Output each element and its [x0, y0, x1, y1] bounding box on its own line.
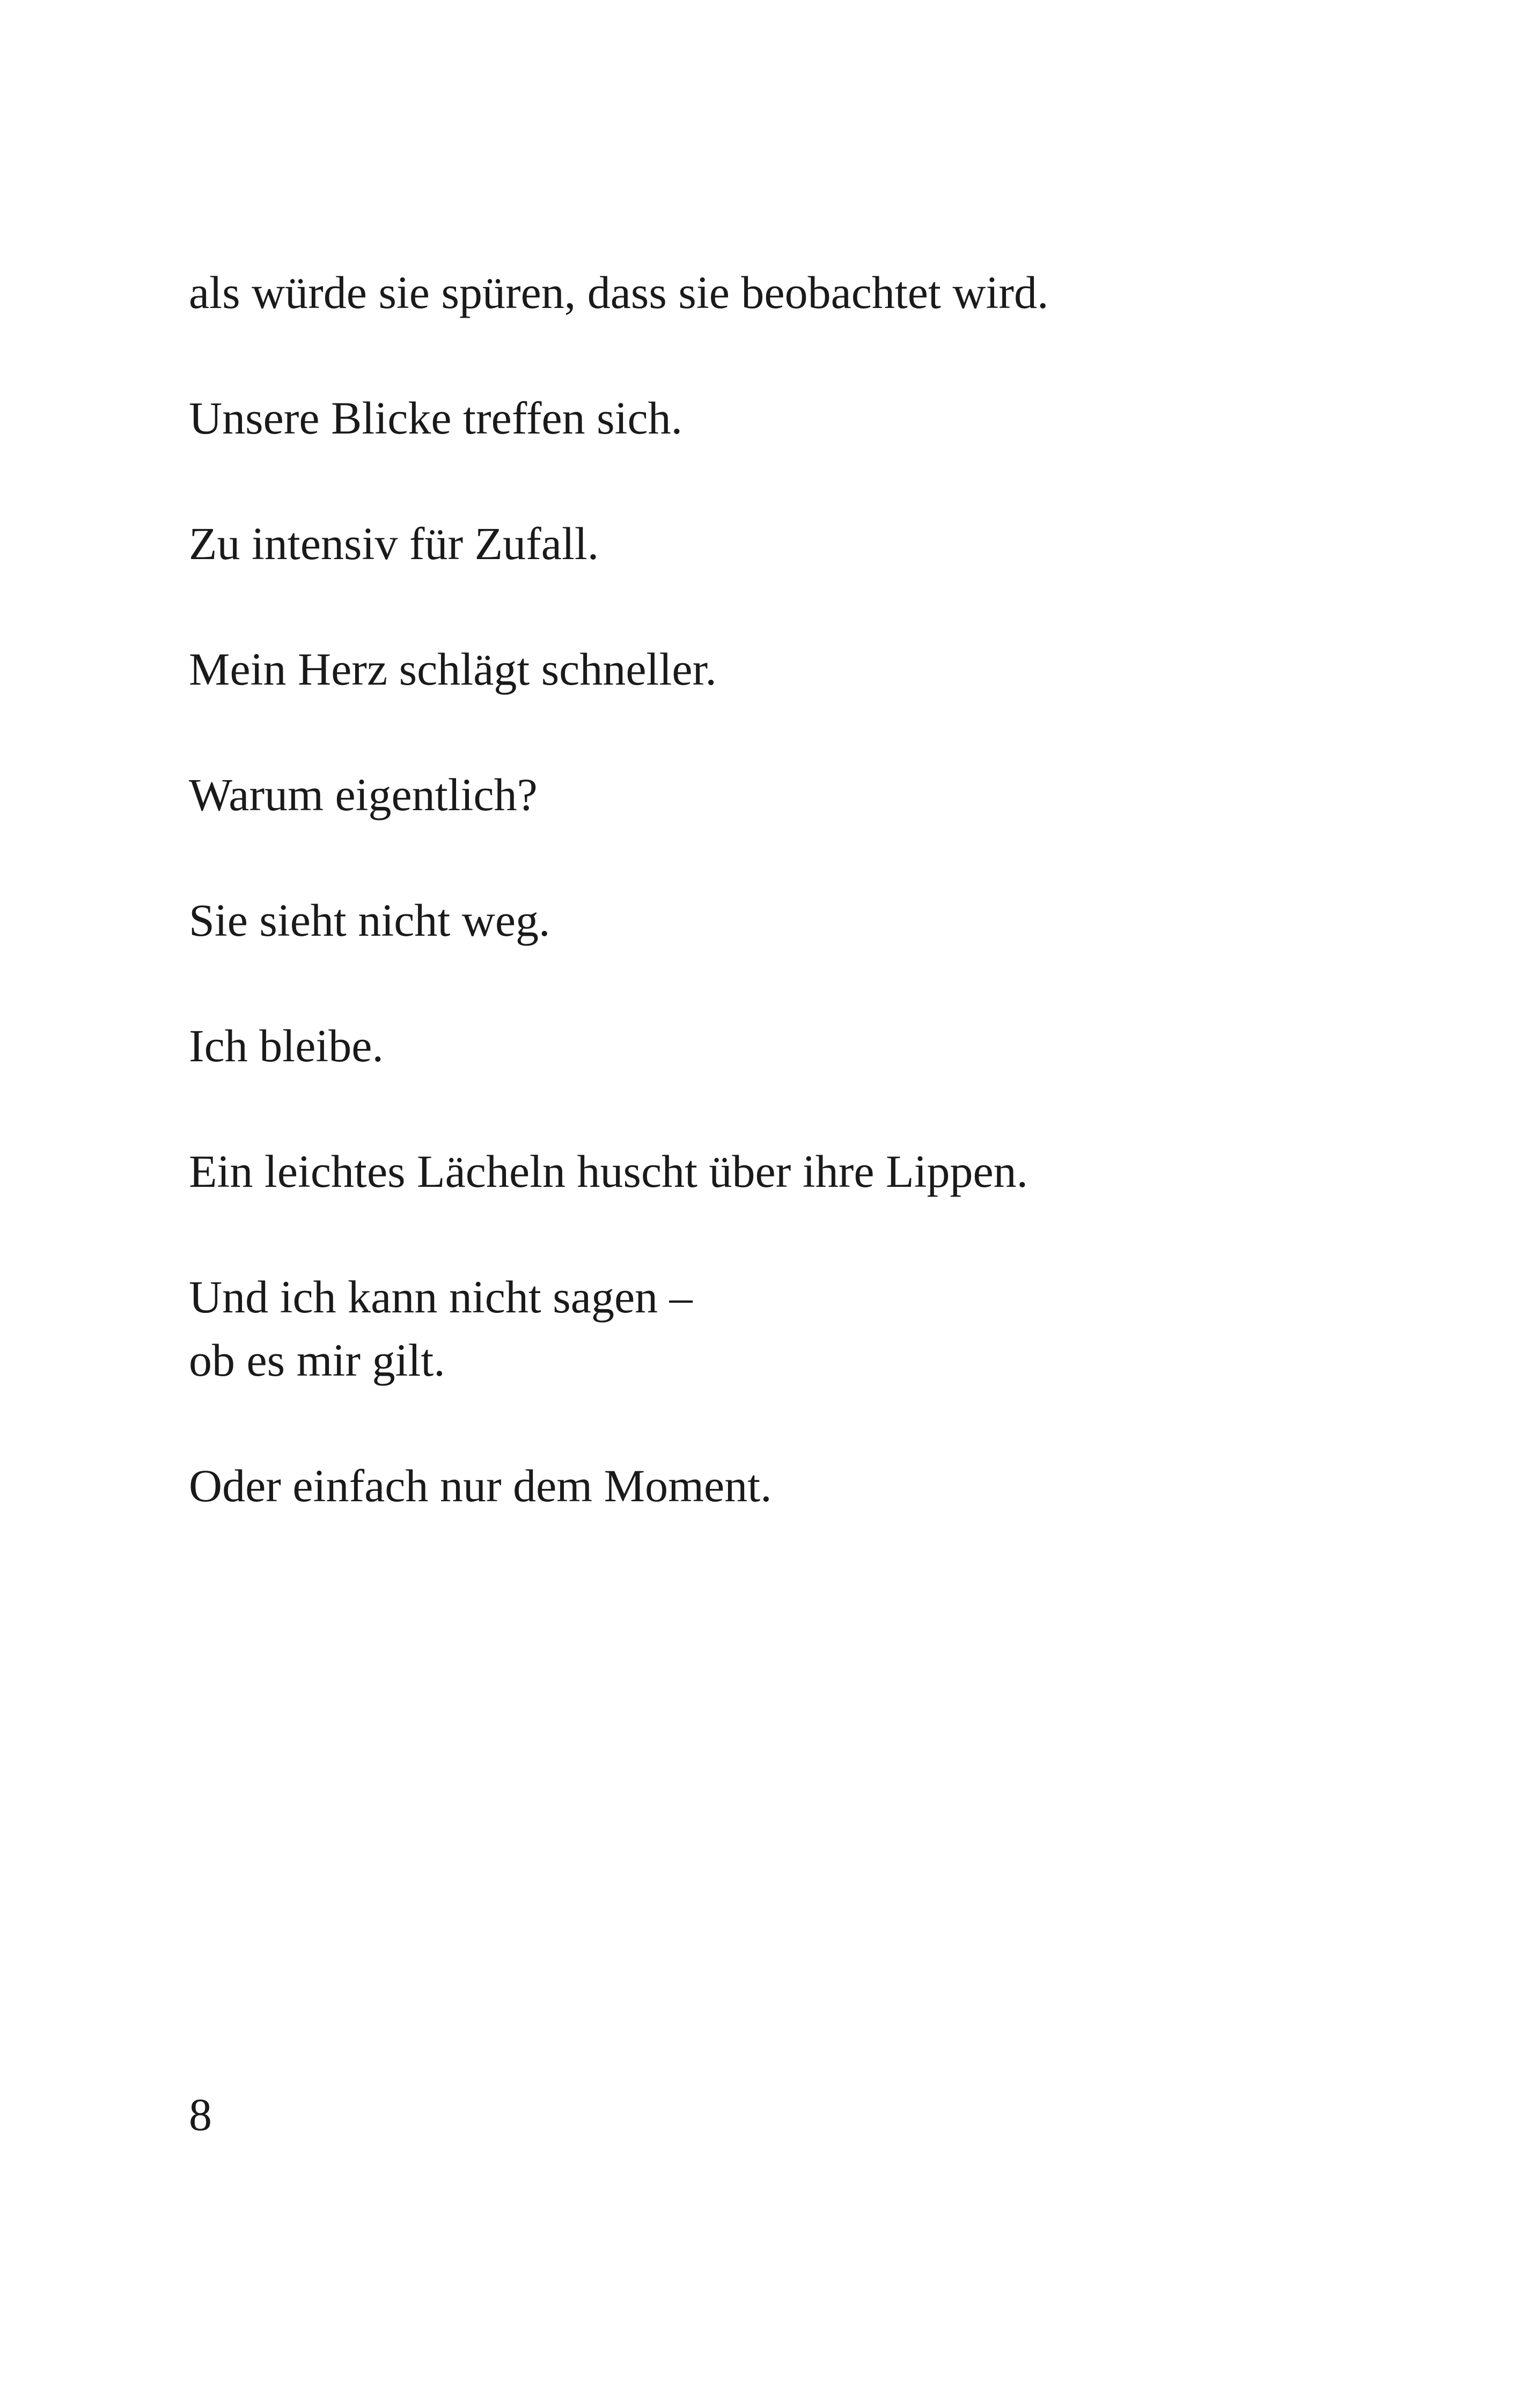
text-line: Sie sieht nicht weg.: [189, 894, 550, 946]
text-line: Zu intensiv für Zufall.: [189, 518, 599, 569]
text-line: Mein Herz schlägt schneller.: [189, 643, 717, 695]
text-line: Oder einfach nur dem Moment.: [189, 1460, 772, 1511]
body-text: [189, 261, 1332, 1580]
paragraph: [189, 386, 1332, 450]
text-line: Und ich kann nicht sagen –: [189, 1271, 693, 1323]
paragraph: [189, 1265, 1332, 1392]
paragraph: [189, 1140, 1332, 1203]
paragraph: [189, 1014, 1332, 1077]
paragraph: [189, 763, 1332, 826]
paragraph: [189, 512, 1332, 575]
text-line: Ein leichtes Lächeln huscht über ihre Lippen.: [189, 1146, 1028, 1197]
text-line: Unsere Blicke treffen sich.: [189, 392, 683, 444]
paragraph: [189, 261, 1332, 324]
paragraph: [189, 889, 1332, 952]
page-number: 8: [189, 2089, 212, 2140]
paragraph: [189, 1454, 1332, 1517]
text-line: ob es mir gilt.: [189, 1334, 445, 1386]
text-line: Warum eigentlich?: [189, 769, 538, 820]
text-line: als würde sie spüren, dass sie beobachtet wird.: [189, 267, 1049, 318]
text-line: Ich bleibe.: [189, 1020, 384, 1071]
paragraph: [189, 637, 1332, 701]
